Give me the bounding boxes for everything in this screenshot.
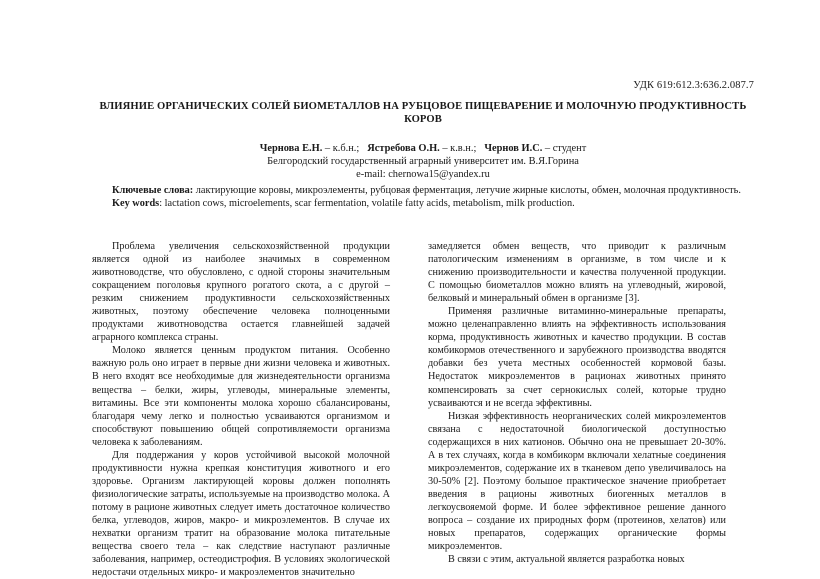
paragraph: Применяя различные витаминно-минеральные препараты, можно целенаправленно влиять на эффективность использования корма, продуктивность животных и качество продукции. В состав комбикормов отечественного и зарубежного производства вводятся добавки без учета местных особенностей кормовой базы. Недостаток микроэлементов в рационах животных принято компенсировать за счет сернокислых солей, которые трудно усваиваются и не всегда эффективны.	[428, 306, 726, 409]
author-2-role: – к.в.н.;	[439, 143, 477, 154]
keywords-ru-text: лактирующие коровы, микроэлементы, рубцовая ферментация, летучие жирные кислоты, обмен, молочная продуктивность.	[193, 185, 741, 196]
author-email: e-mail: chernowa15@yandex.ru	[356, 169, 490, 180]
authors-line	[92, 142, 754, 155]
affiliation: Белгородский государственный аграрный университет им. В.Я.Горина	[267, 156, 579, 167]
author-3-role: – студент	[542, 143, 587, 154]
paragraph: В связи с этим, актуальной является разработка новых	[448, 554, 685, 566]
author-1-role: – к.б.н.;	[322, 143, 360, 154]
author-3-name: Чернов И.С.	[484, 143, 543, 154]
paragraph: Молоко является ценным продуктом питания. Особенно важную роль оно играет в первые дни жизни человека и животных. В него входят все необходимые для жизнедеятельности организма вещества – белки, жиры, углеводы, минеральные элементы, витамины. Все эти компоненты молока хорошо сбалансированы, благодаря чему легко и полностью усваиваются организмом и способствуют повышению общей сопротивляемости организма человека к заболеваниям.	[92, 345, 390, 448]
udk-code: УДК 619:612.3:636.2.087.7	[633, 80, 754, 91]
author-1-name: Чернова Е.Н.	[259, 143, 323, 154]
left-column	[92, 240, 390, 579]
paragraph: Низкая эффективность неорганических солей микроэлементов связана с недостаточной биологической доступностью содержащихся в них катионов. Обычно она не превышает 20-30%. А в тех случаях, когда в комбикорм включали хелатные соединения микроэлементов, содержание их в тканевом депо увеличивалось на 30-50% [2]. Поэтому большое практическое значение приобретает введения в рационы животных биогенных металлов в легкоусвояемой форме. И более эффективное решение данного вопроса – создание их природных форм (протеинов, хелатов) или новых препаратов, содержащих органические формы микроэлементов.	[428, 410, 726, 553]
keywords-en-text: : lactation cows, microelements, scar fermentation, volatile fatty acids, metabolism, milk production.	[159, 198, 575, 209]
article-title: ВЛИЯНИЕ ОРГАНИЧЕСКИХ СОЛЕЙ БИОМЕТАЛЛОВ НА РУБЦОВОЕ ПИЩЕВАРЕНИЕ И МОЛОЧНУЮ ПРОДУКТИВНОСТЬ КОРОВ	[99, 101, 747, 125]
right-column	[428, 240, 726, 566]
paragraph: замедляется обмен веществ, что приводит к различным патологическим изменениям в организме, в том числе и к снижению производительности и качества полученной продукции. С помощью биометаллов можно влиять на углеводный, жировой, белковый и минеральный обмен в организме [3].	[428, 241, 726, 305]
paragraph: Проблема увеличения сельскохозяйственной продукции является одной из наиболее значимых в современном животноводстве, что обусловлено, с одной стороны значительным сокращением поголовья крупного рогатого скота, а с другой – резким снижением продуктивности сельскохозяйственных животных, поэтому обеспечение человека полноценными продуктами животноводства остается главнейшей задачей аграрного комплекса страны.	[92, 241, 390, 344]
keywords-ru-label: Ключевые слова:	[112, 185, 194, 196]
keywords-en-label: Key words	[112, 198, 160, 209]
author-2-name: Ястребова О.Н.	[367, 143, 440, 154]
paragraph: Для поддержания у коров устойчивой высокой молочной продуктивности нужна крепкая конституция животного и его здоровье. Организм лактирующей коровы должен пополнять физиологические затраты, используемые на производство молока. А потому в рационе животных следует иметь достаточное количество белка, углеводов, жиров, макро- и микроэлементов. В случае их нехватки организм тратит на образование молока питательные вещества своего тела – как следствие наступают различные заболевания, например, остеодистрофия. В условиях экологической недостачи отдельных микро- и макроэлементов значительно	[92, 449, 390, 579]
keywords-en	[92, 197, 754, 210]
authors-block	[92, 142, 754, 181]
keywords-ru	[92, 184, 754, 197]
keywords-block	[92, 184, 754, 210]
